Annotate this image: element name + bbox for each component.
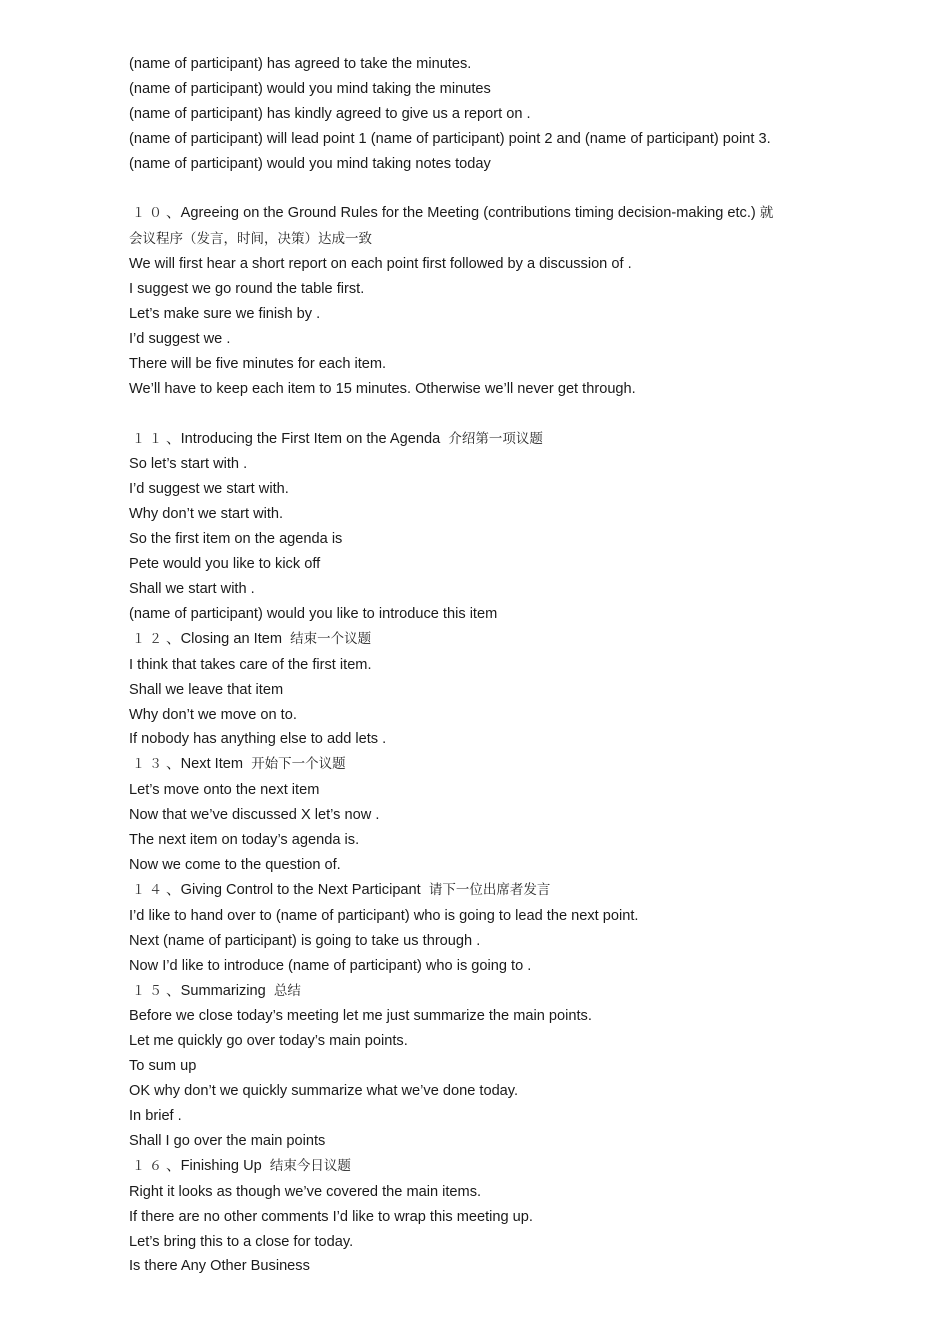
section-title: Closing an Item (180, 630, 283, 647)
text-line: In brief . (129, 1108, 182, 1125)
text-line: Now we come to the question of. (129, 856, 341, 873)
text-line: Shall I go over the main points (129, 1132, 326, 1149)
section-separator: 、 (166, 430, 181, 447)
text-line: Now I’d like to introduce (name of participant) who is going to . (129, 957, 532, 974)
section-title: Next Item (180, 756, 244, 773)
section-title-zh: 总结 (273, 982, 301, 999)
section-number: １３ (132, 757, 167, 773)
section-title-zh: 开始下一个议题 (251, 756, 346, 773)
section-number: １５ (132, 983, 167, 999)
spacer (129, 177, 841, 202)
spacer (129, 402, 841, 427)
section-heading (129, 752, 841, 778)
section-14 (129, 878, 841, 979)
section-title: Giving Control to the Next Participant (180, 881, 421, 898)
text-line: Why don’t we move on to. (129, 706, 297, 723)
text-line: Shall we leave that item (129, 681, 284, 698)
section-heading (129, 627, 841, 653)
section-title-zh: 结束今日议题 (269, 1157, 351, 1174)
section-separator: 、 (166, 630, 181, 647)
section-title-zh: 就 (759, 205, 774, 222)
section-number: １６ (132, 1158, 167, 1174)
text-line: I’d like to hand over to (name of participant) who is going to lead the next point. (129, 907, 639, 924)
text-line: If nobody has anything else to add lets . (129, 731, 387, 748)
text-line: The next item on today’s agenda is. (129, 832, 360, 849)
section-heading (129, 878, 841, 904)
text-line: Pete would you like to kick off (129, 556, 321, 573)
text-line: Right it looks as though we’ve covered the main items. (129, 1183, 482, 1200)
intro-block (129, 52, 841, 177)
section-title-zh-continued: 会议程序（发言，时间，决策）达成一致 (129, 231, 372, 248)
text-line: (name of participant) would you mind taking notes today (129, 155, 491, 172)
text-line: Let’s move onto the next item (129, 782, 320, 799)
text-line: To sum up (129, 1058, 197, 1075)
text-line: If there are no other comments I’d like to wrap this meeting up. (129, 1208, 533, 1225)
section-heading (129, 1154, 841, 1180)
section-title: Agreeing on the Ground Rules for the Meeting (contributions timing decision-making etc.) (180, 205, 756, 222)
section-12 (129, 627, 841, 753)
text-line: (name of participant) will lead point 1 (name of participant) point 2 and (name of participant) point 3. (129, 130, 771, 147)
section-heading (129, 427, 841, 453)
section-title-zh: 结束一个议题 (290, 630, 372, 647)
section-number: １０ (132, 206, 167, 222)
text-line: OK why don’t we quickly summarize what we’ve done today. (129, 1083, 519, 1100)
text-line: Let’s bring this to a close for today. (129, 1233, 354, 1250)
section-separator: 、 (166, 881, 181, 898)
text-line: Why don’t we start with. (129, 506, 284, 523)
text-line: Is there Any Other Business (129, 1258, 310, 1275)
section-title-zh: 请下一位出席者发言 (428, 881, 551, 898)
text-line: (name of participant) would you like to introduce this item (129, 605, 498, 622)
text-line: So let’s start with . (129, 456, 248, 473)
section-11 (129, 427, 841, 627)
section-number: １４ (132, 882, 167, 898)
section-separator: 、 (166, 756, 181, 773)
section-title: Summarizing (180, 982, 266, 999)
section-title: Introducing the First Item on the Agenda (180, 430, 441, 447)
text-line: I think that takes care of the first item. (129, 656, 372, 673)
section-13 (129, 752, 841, 878)
section-separator: 、 (166, 1157, 181, 1174)
section-16 (129, 1154, 841, 1280)
text-line: We’ll have to keep each item to 15 minutes. Otherwise we’ll never get through. (129, 380, 636, 397)
text-line: I’d suggest we . (129, 330, 231, 347)
section-10 (129, 201, 841, 401)
text-line: So the first item on the agenda is (129, 531, 343, 548)
section-title-zh: 介绍第一项议题 (448, 430, 543, 447)
text-line: (name of participant) has kindly agreed to give us a report on . (129, 105, 531, 122)
text-line: There will be five minutes for each item. (129, 355, 387, 372)
text-line: Next (name of participant) is going to take us through . (129, 932, 481, 949)
text-line: Let’s make sure we finish by . (129, 306, 321, 323)
section-heading (129, 201, 841, 227)
text-line: Before we close today’s meeting let me just summarize the main points. (129, 1008, 592, 1025)
section-number: １１ (132, 431, 167, 447)
text-line: Shall we start with . (129, 581, 255, 597)
document-page (129, 52, 841, 1279)
text-line: I suggest we go round the table first. (129, 281, 365, 298)
text-line: (name of participant) has agreed to take the minutes. (129, 56, 472, 72)
section-number: １２ (132, 631, 167, 647)
section-separator: 、 (166, 205, 181, 222)
section-separator: 、 (166, 982, 181, 999)
text-line: Let me quickly go over today’s main points. (129, 1033, 408, 1050)
text-line: (name of participant) would you mind taking the minutes (129, 80, 491, 97)
section-title: Finishing Up (180, 1157, 262, 1174)
text-line: I’d suggest we start with. (129, 481, 289, 498)
text-line: Now that we’ve discussed X let’s now . (129, 807, 380, 824)
section-heading (129, 979, 841, 1005)
text-line: We will first hear a short report on each point first followed by a discussion of . (129, 256, 632, 273)
section-15 (129, 979, 841, 1154)
